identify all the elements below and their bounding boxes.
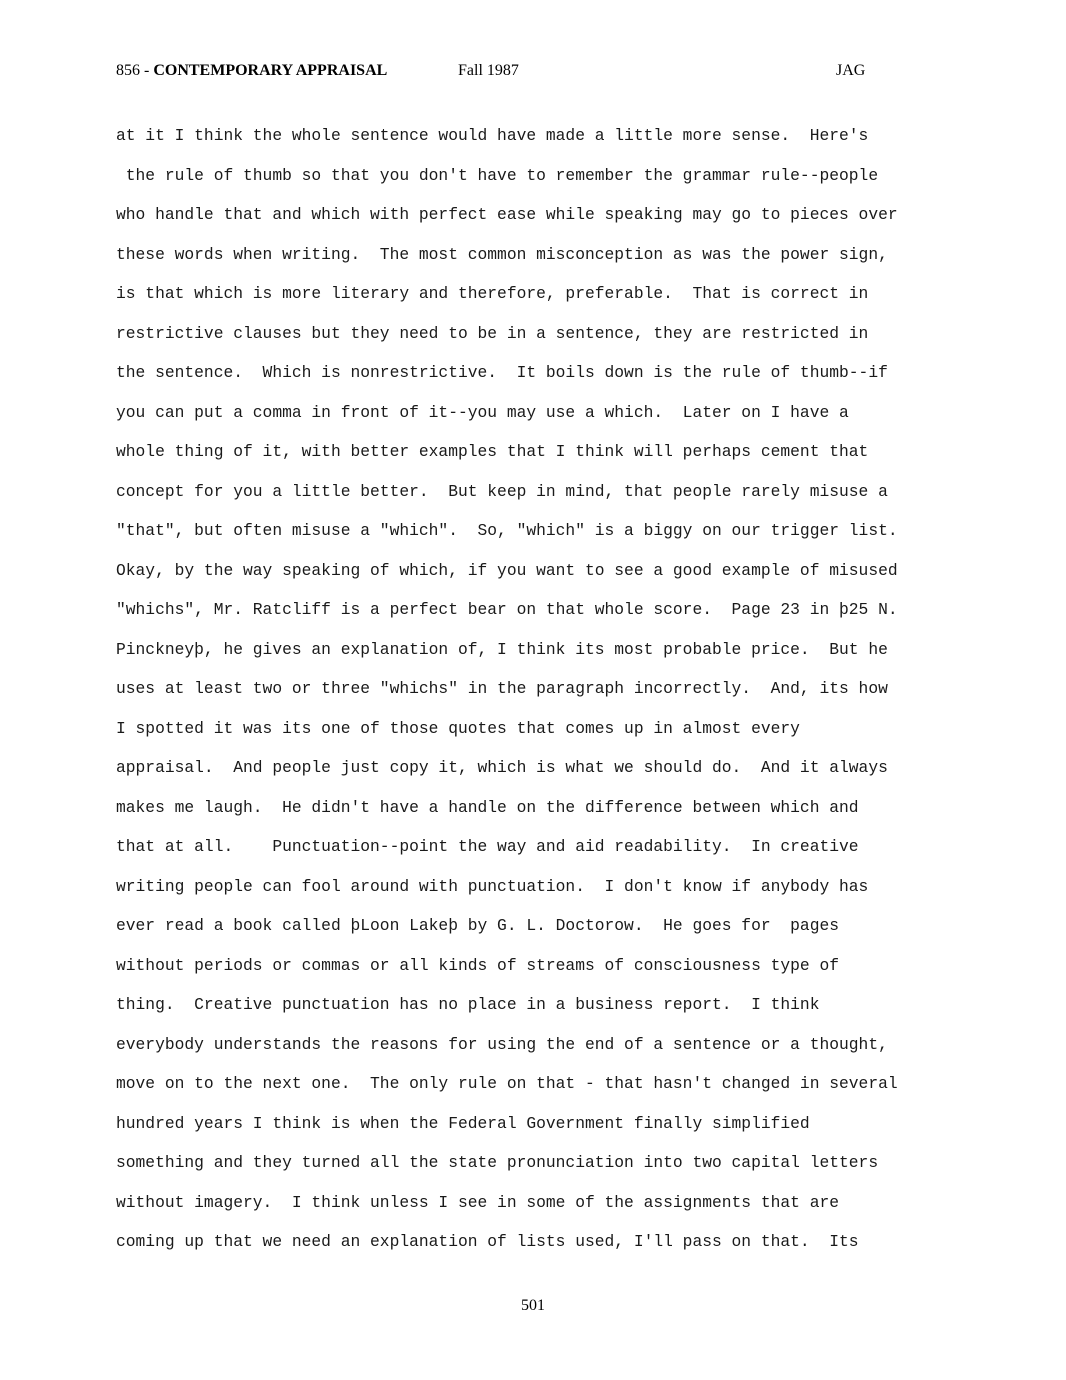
text-line: that at all. Punctuation--point the way and aid readability. In creative bbox=[116, 837, 859, 856]
text-line: hundred years I think is when the Federal Government finally simplified bbox=[116, 1113, 810, 1133]
page-number: 501 bbox=[521, 1297, 545, 1314]
text-line: Okay, by the way speaking of which, if you want to see a good example of misused bbox=[116, 560, 898, 580]
text-line: appraisal. And people just copy it, which is what we should do. And it always bbox=[116, 758, 888, 777]
text-line: the sentence. Which is nonrestrictive. It boils down is the rule of thumb--if bbox=[116, 363, 888, 382]
text-line: something and they turned all the state pronunciation into two capital letters bbox=[116, 1153, 879, 1172]
text-line: everybody understands the reasons for using the end of a sentence or a thought, bbox=[116, 1034, 888, 1054]
text-line: move on to the next one. The only rule on that - that hasn't changed in several bbox=[116, 1074, 898, 1093]
text-line: uses at least two or three "whichs" in the paragraph incorrectly. And, its how bbox=[116, 679, 888, 698]
course-number: 856 - bbox=[116, 62, 154, 79]
text-line: is that which is more literary and therefore, preferable. That is correct in bbox=[116, 284, 869, 303]
text-line: "that", but often misuse a "which". So, "which" is a biggy on our trigger list. bbox=[116, 521, 898, 540]
text-line: Pinckneyþ, he gives an explanation of, I think its most probable price. But he bbox=[116, 639, 888, 659]
text-line: who handle that and which with perfect ease while speaking may go to pieces over bbox=[116, 205, 898, 224]
text-line: without periods or commas or all kinds of streams of consciousness type of bbox=[116, 955, 840, 975]
text-line: ever read a book called þLoon Lakeþ by G. L. Doctorow. He goes for pages bbox=[116, 916, 840, 935]
text-line: you can put a comma in front of it--you may use a which. Later on I have a bbox=[116, 402, 849, 422]
text-line: coming up that we need an explanation of lists used, I'll pass on that. Its bbox=[116, 1232, 859, 1251]
transcript-body bbox=[116, 122, 1016, 1268]
text-line: writing people can fool around with punctuation. I don't know if anybody has bbox=[116, 876, 869, 896]
text-line: makes me laugh. He didn't have a handle on the difference between which and bbox=[116, 797, 859, 817]
text-line: thing. Creative punctuation has no place in a business report. I think bbox=[116, 995, 820, 1014]
text-line: I spotted it was its one of those quotes that comes up in almost every bbox=[116, 718, 800, 738]
text-line: concept for you a little better. But keep in mind, that people rarely misuse a bbox=[116, 481, 888, 501]
author-initials: JAG bbox=[836, 62, 866, 79]
text-line: these words when writing. The most common misconception as was the power sign, bbox=[116, 244, 888, 264]
text-line: whole thing of it, with better examples that I think will perhaps cement that bbox=[116, 442, 869, 461]
text-line: restrictive clauses but they need to be in a sentence, they are restricted in bbox=[116, 323, 869, 343]
course-heading bbox=[116, 62, 387, 80]
text-line: at it I think the whole sentence would have made a little more sense. Here's bbox=[116, 126, 869, 145]
term-label: Fall 1987 bbox=[458, 62, 519, 79]
text-line: "whichs", Mr. Ratcliff is a perfect bear on that whole score. Page 23 in þ25 N. bbox=[116, 600, 898, 619]
page-header bbox=[0, 62, 1066, 86]
text-line: the rule of thumb so that you don't have to remember the grammar rule--people bbox=[116, 165, 879, 185]
text-line: without imagery. I think unless I see in some of the assignments that are bbox=[116, 1192, 840, 1212]
course-title: CONTEMPORARY APPRAISAL bbox=[153, 62, 388, 79]
